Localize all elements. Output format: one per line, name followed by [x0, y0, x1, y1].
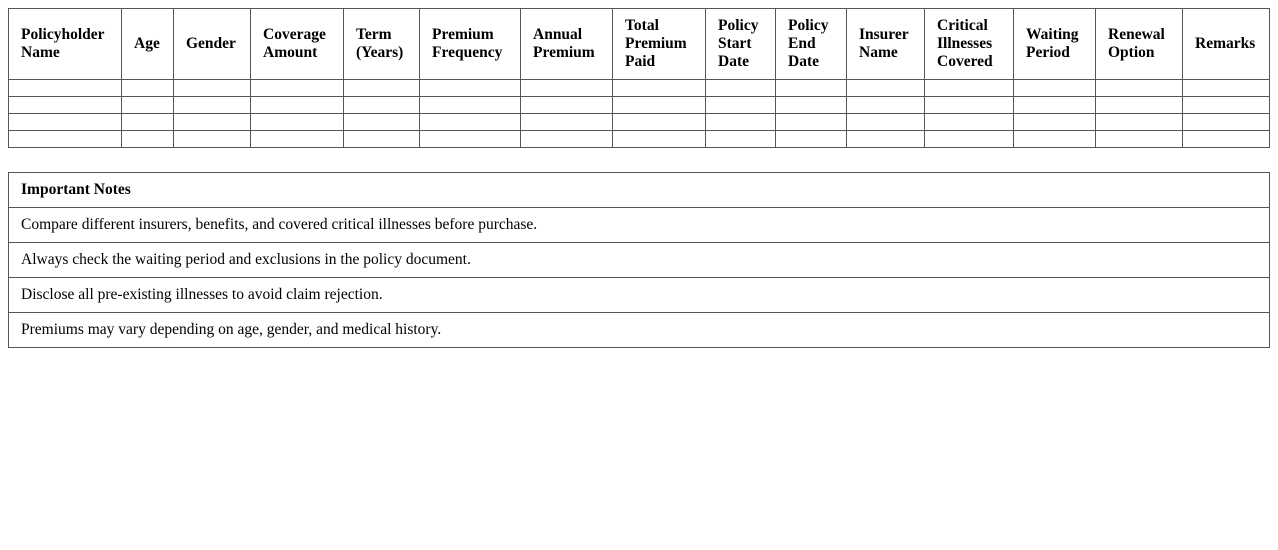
- table-cell[interactable]: [1183, 97, 1270, 114]
- table-cell[interactable]: [1096, 80, 1183, 97]
- table-cell[interactable]: [174, 131, 251, 148]
- table-cell[interactable]: [122, 131, 174, 148]
- table-cell[interactable]: [251, 131, 344, 148]
- table-cell[interactable]: [344, 114, 420, 131]
- column-header-policy-end-date: Policy End Date: [776, 9, 847, 80]
- table-cell[interactable]: [613, 97, 706, 114]
- table-cell[interactable]: [925, 97, 1014, 114]
- table-cell[interactable]: [706, 80, 776, 97]
- table-cell[interactable]: [251, 80, 344, 97]
- column-header-term: Term (Years): [344, 9, 420, 80]
- table-cell[interactable]: [420, 97, 521, 114]
- table-cell[interactable]: [613, 131, 706, 148]
- column-header-total-premium-paid: Total Premium Paid: [613, 9, 706, 80]
- table-cell[interactable]: [251, 114, 344, 131]
- table-cell[interactable]: [613, 80, 706, 97]
- table-cell[interactable]: [1096, 114, 1183, 131]
- table-cell[interactable]: [1183, 80, 1270, 97]
- table-cell[interactable]: [1014, 114, 1096, 131]
- policy-table-body: [9, 80, 1270, 148]
- note-row: [9, 278, 1270, 313]
- table-cell[interactable]: [122, 114, 174, 131]
- column-header-annual-premium: Annual Premium: [521, 9, 613, 80]
- table-cell[interactable]: [1014, 80, 1096, 97]
- column-header-renewal-option: Renewal Option: [1096, 9, 1183, 80]
- table-cell[interactable]: [776, 97, 847, 114]
- table-cell[interactable]: [847, 80, 925, 97]
- notes-header-row: [9, 173, 1270, 208]
- note-item: Compare different insurers, benefits, and covered critical illnesses before purchase.: [9, 208, 1270, 243]
- table-cell[interactable]: [1014, 131, 1096, 148]
- table-cell[interactable]: [847, 97, 925, 114]
- table-cell[interactable]: [251, 97, 344, 114]
- table-cell[interactable]: [344, 97, 420, 114]
- column-header-policy-start-date: Policy Start Date: [706, 9, 776, 80]
- column-header-remarks: Remarks: [1183, 9, 1270, 80]
- table-cell[interactable]: [420, 131, 521, 148]
- table-cell[interactable]: [1183, 114, 1270, 131]
- table-cell[interactable]: [776, 114, 847, 131]
- note-item: Premiums may vary depending on age, gender, and medical history.: [9, 313, 1270, 348]
- table-cell[interactable]: [706, 97, 776, 114]
- note-row: [9, 243, 1270, 278]
- table-cell[interactable]: [9, 114, 122, 131]
- note-item: Disclose all pre-existing illnesses to avoid claim rejection.: [9, 278, 1270, 313]
- table-cell[interactable]: [847, 131, 925, 148]
- table-cell[interactable]: [925, 80, 1014, 97]
- table-cell[interactable]: [776, 80, 847, 97]
- table-cell[interactable]: [706, 131, 776, 148]
- table-row: [9, 97, 1270, 114]
- table-cell[interactable]: [1096, 131, 1183, 148]
- table-cell[interactable]: [925, 114, 1014, 131]
- table-row: [9, 131, 1270, 148]
- table-cell[interactable]: [776, 131, 847, 148]
- table-cell[interactable]: [9, 80, 122, 97]
- table-cell[interactable]: [847, 114, 925, 131]
- table-cell[interactable]: [174, 114, 251, 131]
- table-cell[interactable]: [174, 97, 251, 114]
- table-row: [9, 114, 1270, 131]
- notes-title: Important Notes: [9, 173, 1270, 208]
- policy-table: [8, 8, 1270, 148]
- table-cell[interactable]: [613, 114, 706, 131]
- table-cell[interactable]: [9, 97, 122, 114]
- important-notes-table: [8, 172, 1270, 348]
- note-item: Always check the waiting period and exclusions in the policy document.: [9, 243, 1270, 278]
- table-cell[interactable]: [1096, 97, 1183, 114]
- table-cell[interactable]: [420, 80, 521, 97]
- column-header-critical-illnesses-covered: Critical Illnesses Covered: [925, 9, 1014, 80]
- column-header-gender: Gender: [174, 9, 251, 80]
- table-cell[interactable]: [706, 114, 776, 131]
- table-cell[interactable]: [1014, 97, 1096, 114]
- note-row: [9, 208, 1270, 243]
- note-row: [9, 313, 1270, 348]
- table-cell[interactable]: [521, 114, 613, 131]
- table-cell[interactable]: [420, 114, 521, 131]
- table-cell[interactable]: [521, 80, 613, 97]
- table-cell[interactable]: [521, 97, 613, 114]
- column-header-age: Age: [122, 9, 174, 80]
- table-cell[interactable]: [122, 80, 174, 97]
- header-row: [9, 9, 1270, 80]
- column-header-premium-frequency: Premium Frequency: [420, 9, 521, 80]
- table-cell[interactable]: [344, 80, 420, 97]
- table-cell[interactable]: [9, 131, 122, 148]
- table-cell[interactable]: [925, 131, 1014, 148]
- table-row: [9, 80, 1270, 97]
- column-header-policyholder-name: Policyholder Name: [9, 9, 122, 80]
- table-cell[interactable]: [344, 131, 420, 148]
- table-cell[interactable]: [122, 97, 174, 114]
- column-header-insurer-name: Insurer Name: [847, 9, 925, 80]
- table-cell[interactable]: [1183, 131, 1270, 148]
- table-cell[interactable]: [174, 80, 251, 97]
- column-header-waiting-period: Waiting Period: [1014, 9, 1096, 80]
- column-header-coverage-amount: Coverage Amount: [251, 9, 344, 80]
- table-cell[interactable]: [521, 131, 613, 148]
